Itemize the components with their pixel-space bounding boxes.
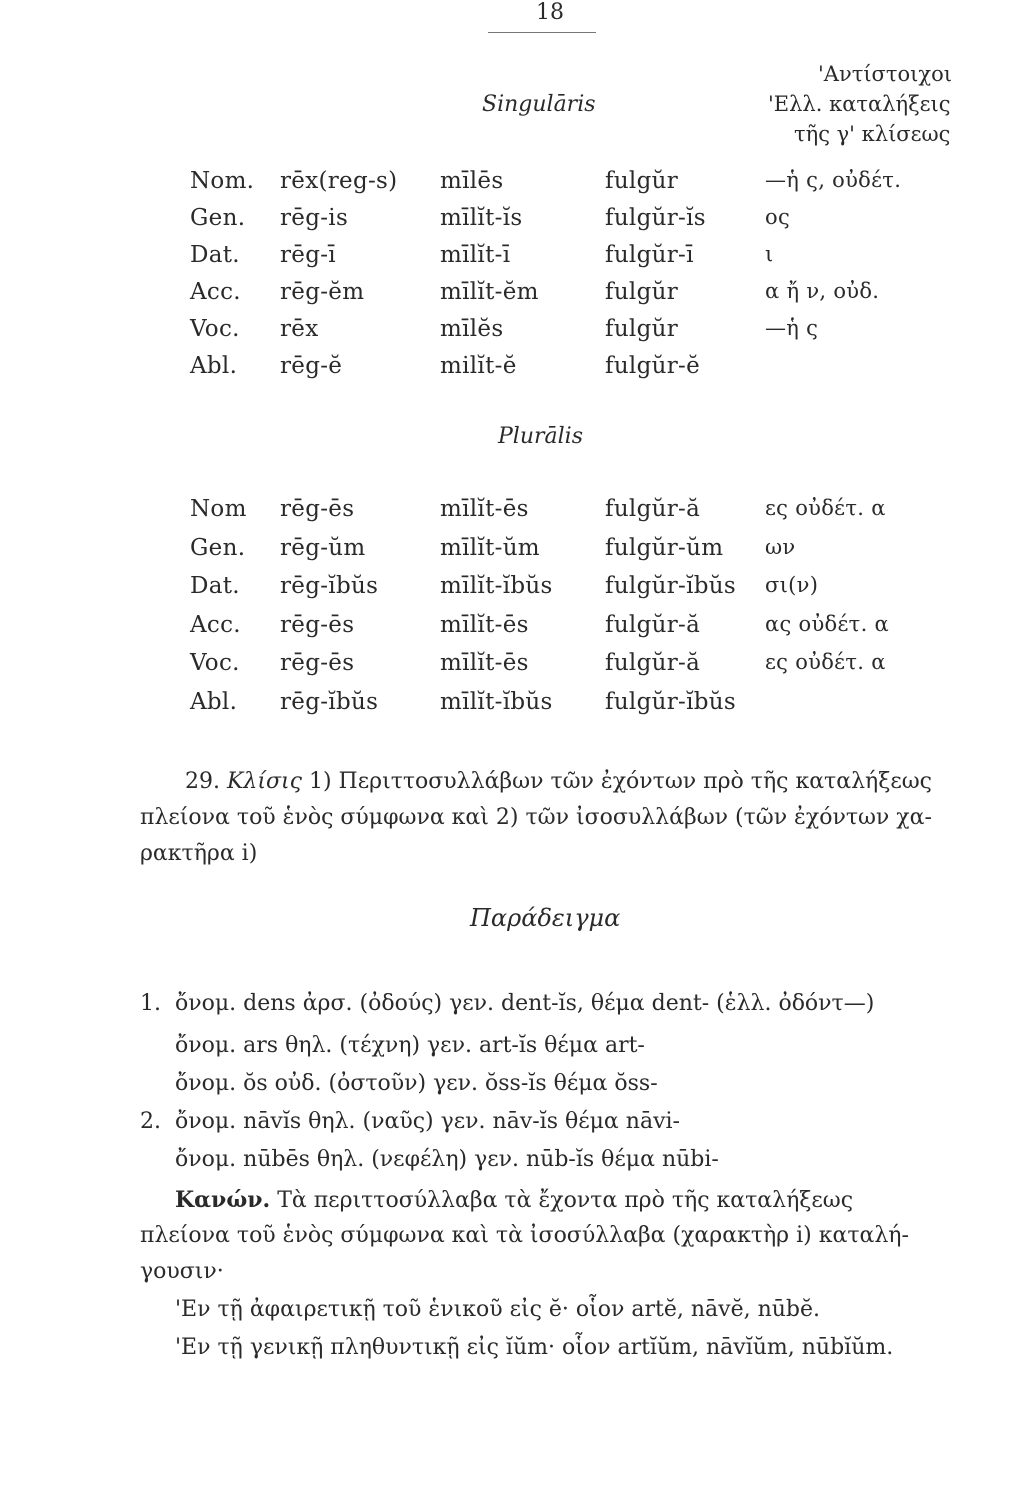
rex-form: rēx(reg-s) — [280, 168, 398, 194]
section-number: 29. — [185, 769, 220, 794]
rex-form: rēg-ĕm — [280, 279, 365, 305]
miles-form: mīlĭt-ēs — [440, 650, 529, 676]
miles-form: mīlĭt-ĕm — [440, 279, 539, 305]
section-title: Κλίσις — [227, 769, 302, 794]
case-label: Nom. — [190, 168, 255, 194]
miles-form: mīlĭt-ēs — [440, 611, 529, 638]
fulgur-form: fulgŭr-ă — [605, 611, 701, 638]
greek-column-title-line1: 'Αντίστοιχοι — [818, 62, 952, 86]
rule-line2: πλείονα τοῦ ἑνὸς σύμφωνα καὶ τὰ ἰσοσύλλαβα (χαρακτὴρ i) καταλή- — [140, 1223, 909, 1248]
rex-form: rēg-ĭbŭs — [280, 573, 379, 599]
rex-form: rēg-ēs — [280, 496, 355, 522]
case-label: Gen. — [190, 205, 246, 231]
miles-form: mīlĭt-ĭbŭs — [440, 688, 553, 715]
example-number: 2. — [140, 1109, 161, 1134]
miles-form: milĭt-ĕ — [440, 353, 517, 379]
rex-form: rēg-ī — [280, 242, 336, 268]
miles-form: mīlĭt-ī — [440, 242, 511, 268]
rex-form: rēg-is — [280, 205, 349, 231]
rule-label: Κανών. — [175, 1187, 271, 1213]
rex-form: rēg-ĭbŭs — [280, 688, 379, 715]
section-29-line3: ρακτῆρα i) — [140, 841, 258, 866]
miles-form: mīlēs — [440, 168, 504, 194]
miles-form: mīlĭt-ŭm — [440, 534, 540, 561]
example-number: 1. — [140, 991, 161, 1016]
greek-ending: ων — [765, 534, 796, 559]
greek-column-title-line2: 'Ελλ. καταλήξεις — [768, 92, 951, 116]
greek-column-title-line3: τῆς γ' κλίσεως — [794, 122, 951, 146]
header-rule — [488, 32, 596, 33]
example-line: ὄνομ. ars θηλ. (τέχνη) γεν. art-ĭs θέμα art- — [175, 1033, 645, 1058]
miles-form: mīlĭt-ĭbŭs — [440, 573, 553, 599]
greek-ending: α ἤ ν, οὐδ. — [765, 279, 880, 303]
example-line: ὄνομ. nāvĭs θηλ. (ναῦς) γεν. nāv-ĭs θέμα nāvi- — [175, 1109, 680, 1134]
singular-title: Singulāris — [482, 92, 596, 117]
example-line: ὄνομ. ŏs οὐδ. (ὀστοῦν) γεν. ŏss-ĭs θέμα ŏss- — [175, 1071, 658, 1096]
fulgur-form: fulgŭr — [605, 168, 679, 194]
section-29-line2: πλείονα τοῦ ἑνὸς σύμφωνα καὶ 2) τῶν ἰσοσυλλάβων (τῶν ἐχόντων χα- — [140, 805, 932, 830]
case-label: Nom — [190, 496, 247, 522]
case-label: Acc. — [190, 611, 241, 638]
example-line: ὄνομ. nūbēs θηλ. (νεφέλη) γεν. nūb-ĭs θέμα nūbi- — [175, 1147, 719, 1172]
greek-ending: ι — [765, 242, 774, 266]
fulgur-form: fulgŭr-ĭbŭs — [605, 573, 736, 599]
case-label: Voc. — [190, 316, 240, 342]
fulgur-form: fulgŭr — [605, 279, 679, 305]
case-label: Dat. — [190, 242, 240, 268]
section-29-line1 — [185, 764, 932, 800]
greek-ending: ος — [765, 205, 791, 229]
fulgur-form: fulgŭr-ŭm — [605, 534, 724, 561]
plural-title: Plurālis — [498, 424, 584, 449]
fulgur-form: fulgŭr-ă — [605, 650, 701, 676]
rex-form: rēg-ēs — [280, 611, 355, 638]
rule-line3: γουσιν· — [140, 1259, 224, 1284]
miles-form: mīlĕs — [440, 316, 504, 342]
fulgur-form: fulgŭr-ĭbŭs — [605, 688, 736, 715]
rex-form: rēg-ŭm — [280, 534, 366, 561]
miles-form: mīlĭt-ĭs — [440, 205, 523, 231]
fulgur-form: fulgŭr-ĕ — [605, 353, 700, 379]
case-label: Gen. — [190, 534, 246, 561]
case-label: Abl. — [190, 688, 238, 715]
greek-ending: ες οὐδέτ. α — [765, 650, 886, 674]
greek-ending: —ἡ ς — [765, 316, 819, 340]
case-label: Acc. — [190, 279, 241, 305]
fulgur-form: fulgŭr-ī — [605, 242, 694, 268]
rule-line1 — [175, 1182, 853, 1219]
case-label: Voc. — [190, 650, 240, 676]
fulgur-form: fulgŭr-ă — [605, 496, 701, 522]
example-line: ὄνομ. dens ἀρσ. (ὀδούς) γεν. dent-ĭs, θέμα dent- (ἑλλ. ὀδόντ—) — [175, 991, 875, 1016]
case-label: Abl. — [190, 353, 238, 379]
rex-form: rēg-ĕ — [280, 353, 343, 379]
greek-ending: σι(ν) — [765, 573, 819, 597]
rule-text-1: Τὰ περιττοσύλλαβα τὰ ἔχοντα πρὸ τῆς καταλήξεως — [277, 1188, 854, 1213]
rex-form: rēg-ēs — [280, 650, 355, 676]
greek-ending: ες οὐδέτ. α — [765, 496, 886, 520]
section-text-1: 1) Περιττοσυλλάβων τῶν ἐχόντων πρὸ τῆς καταλήξεως — [308, 769, 932, 794]
rex-form: rēx — [280, 316, 319, 342]
greek-ending: ας οὐδέτ. α — [765, 611, 889, 636]
fulgur-form: fulgŭr-ĭs — [605, 205, 706, 231]
example-title: Παράδειγμα — [470, 904, 621, 932]
miles-form: mīlĭt-ēs — [440, 496, 529, 522]
page-number: 18 — [536, 0, 564, 25]
fulgur-form: fulgŭr — [605, 316, 679, 342]
rule-line4: 'Εν τῇ ἀφαιρετικῇ τοῦ ἑνικοῦ εἰς ĕ· οἷον artĕ, nāvĕ, nūbĕ. — [175, 1297, 821, 1322]
case-label: Dat. — [190, 573, 240, 599]
rule-line5: 'Εν τῇ γενικῇ πληθυντικῇ εἰς ĭŭm· οἷον artĭŭm, nāvĭŭm, nūbĭŭm. — [175, 1335, 894, 1360]
greek-ending: —ἡ ς, οὐδέτ. — [765, 168, 902, 192]
